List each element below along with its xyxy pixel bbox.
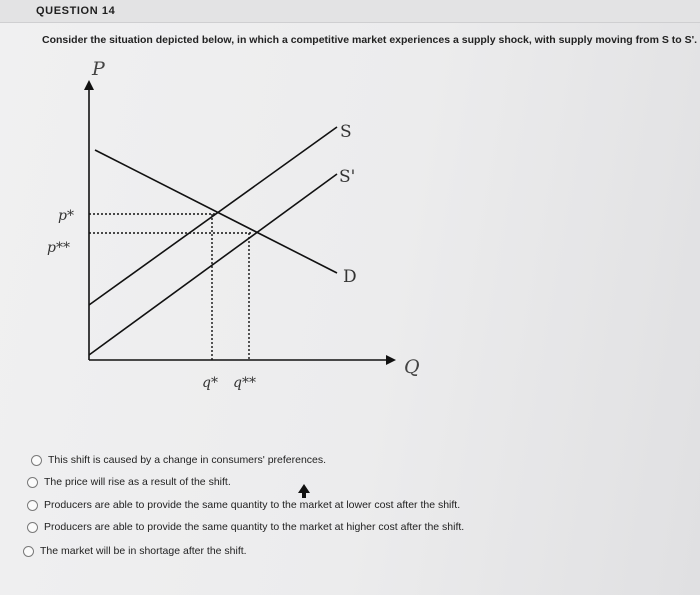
- radio-button[interactable]: [27, 500, 38, 511]
- answer-option-text: The price will rise as a result of the shift.: [44, 476, 231, 488]
- radio-button[interactable]: [23, 546, 34, 557]
- supply-curve-s-prime: [89, 174, 337, 355]
- answer-option-2[interactable]: [27, 476, 231, 488]
- supply-demand-chart: [0, 50, 700, 450]
- question-header: [0, 0, 700, 23]
- question-title: QUESTION 14: [36, 5, 116, 17]
- answer-option-text: Producers are able to provide the same quantity to the market at lower cost after the shift.: [44, 499, 461, 511]
- quantity-label-q-star: q*: [202, 375, 218, 391]
- x-axis-arrow: [386, 355, 396, 365]
- question-prompt: Consider the situation depicted below, in which a competitive market experiences a supply shock, with supply moving from S to S'.: [42, 34, 697, 46]
- price-label-p-double-star: p**: [47, 240, 70, 256]
- curve-label-s-prime: S': [339, 167, 356, 187]
- quantity-label-q-double-star: q**: [233, 375, 256, 391]
- curve-label-d: D: [343, 267, 357, 287]
- answer-option-text: This shift is caused by a change in consumers' preferences.: [48, 454, 327, 466]
- answer-option-text: Producers are able to provide the same quantity to the market at higher cost after the shift.: [44, 521, 465, 533]
- radio-button[interactable]: [31, 455, 42, 466]
- y-axis-arrow: [84, 80, 94, 90]
- radio-button[interactable]: [27, 522, 38, 533]
- curve-label-s: S: [340, 122, 352, 142]
- radio-button[interactable]: [27, 477, 38, 488]
- answer-option-4[interactable]: [27, 521, 464, 533]
- answer-option-3[interactable]: [27, 499, 460, 511]
- supply-curve-s: [89, 127, 337, 305]
- answer-option-5[interactable]: [23, 545, 247, 557]
- x-axis-label: Q: [404, 356, 420, 378]
- y-axis-label: P: [92, 58, 105, 80]
- supply-demand-figure: [0, 50, 700, 450]
- mouse-cursor-icon: [298, 484, 310, 498]
- price-label-p-star: p*: [58, 208, 74, 224]
- demand-curve: [95, 150, 337, 273]
- answer-option-text: The market will be in shortage after the shift.: [40, 545, 247, 557]
- answer-option-1[interactable]: [31, 454, 326, 466]
